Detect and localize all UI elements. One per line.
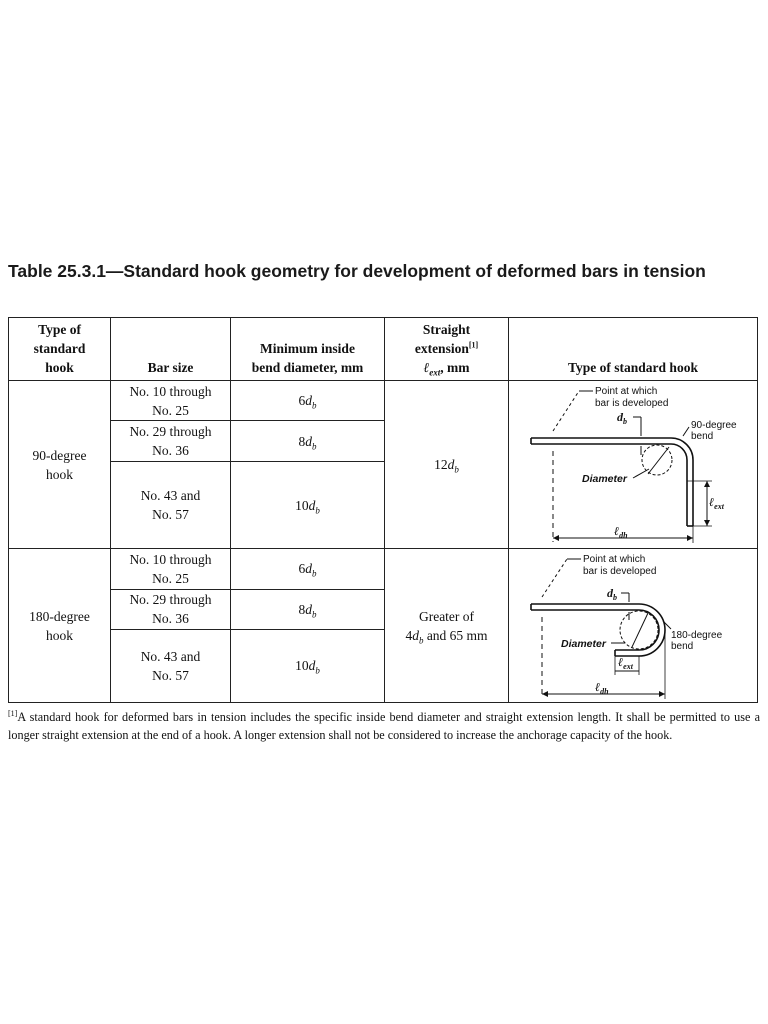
point-label: Point at which — [583, 554, 646, 565]
hook-geometry-table — [8, 317, 758, 703]
bend-label-2: bend — [691, 431, 714, 442]
header-straight-extension — [385, 318, 509, 381]
bend-diameter-cell: $6d_b$ — [231, 549, 385, 590]
db-symbol: $d_b$ — [617, 410, 627, 426]
point-label-2: bar is developed — [583, 566, 657, 577]
point-label: Point at which — [595, 386, 658, 397]
point-label-2: bar is developed — [595, 398, 669, 409]
hook-type-90: 90-degree hook — [9, 381, 111, 549]
bar-outline-inner — [531, 444, 687, 526]
bar-size-cell: No. 10 through No. 25 — [111, 381, 231, 421]
header-min-diameter: Minimum inside bend diameter, mm — [231, 318, 385, 381]
bend-diameter-cell: $10d_b$ — [231, 629, 385, 702]
header-ext-symbol: ℓ — [423, 360, 430, 375]
bend-diameter-cell: $10d_b$ — [231, 462, 385, 549]
header-type: Type of standard hook — [9, 318, 111, 381]
header-footnote-ref: [1] — [468, 340, 479, 350]
bend-label: 90-degree — [691, 420, 737, 431]
bend-diameter-cell: $8d_b$ — [231, 589, 385, 629]
hook-90-drawing — [511, 381, 760, 548]
header-straight-label: Straight extension — [414, 322, 471, 356]
header-hook-type: Type of standard hook — [509, 318, 758, 381]
header-row — [9, 318, 758, 381]
ext-symbol: ℓ$_{ext}$ — [709, 495, 724, 511]
bar-size-cell: No. 43 and No. 57 — [111, 462, 231, 549]
table-row — [9, 549, 758, 590]
table-title: Table 25.3.1—Standard hook geometry for development of deformed bars in tension — [8, 261, 706, 281]
bar-size-cell: No. 10 through No. 25 — [111, 549, 231, 590]
db-symbol: $d_b$ — [607, 586, 617, 602]
bend-diameter-cell: $6d_b$ — [231, 381, 385, 421]
bar-size-cell: No. 29 through No. 36 — [111, 421, 231, 462]
dev-length-symbol: ℓ$_{dh}$ — [614, 524, 628, 540]
bend-diameter-cell: $8d_b$ — [231, 421, 385, 462]
dev-length-symbol: ℓ$_{dh}$ — [595, 680, 609, 696]
header-ext-unit: , mm — [440, 360, 470, 375]
hook-diagram-90 — [509, 381, 758, 549]
header-bar-size: Bar size — [111, 318, 231, 381]
ext-symbol: ℓ$_{ext}$ — [618, 655, 633, 671]
bar-size-cell: No. 43 and No. 57 — [111, 629, 231, 702]
hook-diagram-180 — [509, 549, 758, 703]
diameter-label: Diameter — [561, 638, 606, 650]
bend-diameter-circle — [620, 611, 658, 649]
diameter-label: Diameter — [582, 473, 627, 485]
footnote-ref: [1] — [8, 708, 18, 718]
table-footnote — [8, 708, 760, 744]
header-ext-sub: ext — [429, 367, 441, 378]
hook-180-drawing — [511, 549, 760, 702]
extension-cell-180: Greater of $4d_b$ and 65 mm — [385, 549, 509, 703]
bar-size-cell: No. 29 through No. 36 — [111, 589, 231, 629]
table-row — [9, 381, 758, 421]
footnote-text: A standard hook for deformed bars in tension includes the specific inside bend diameter and straight extension length. It shall be permitted to use a longer straight extension at the end of a hook. A longer extension shall not be considered to increase the anchorage capacity of the hook. — [8, 710, 760, 742]
bend-label: 180-degree — [671, 630, 723, 641]
extension-cell-90: $12d_b$ — [385, 381, 509, 549]
hook-type-180: 180-degree hook — [9, 549, 111, 703]
bend-label-2: bend — [671, 641, 694, 652]
